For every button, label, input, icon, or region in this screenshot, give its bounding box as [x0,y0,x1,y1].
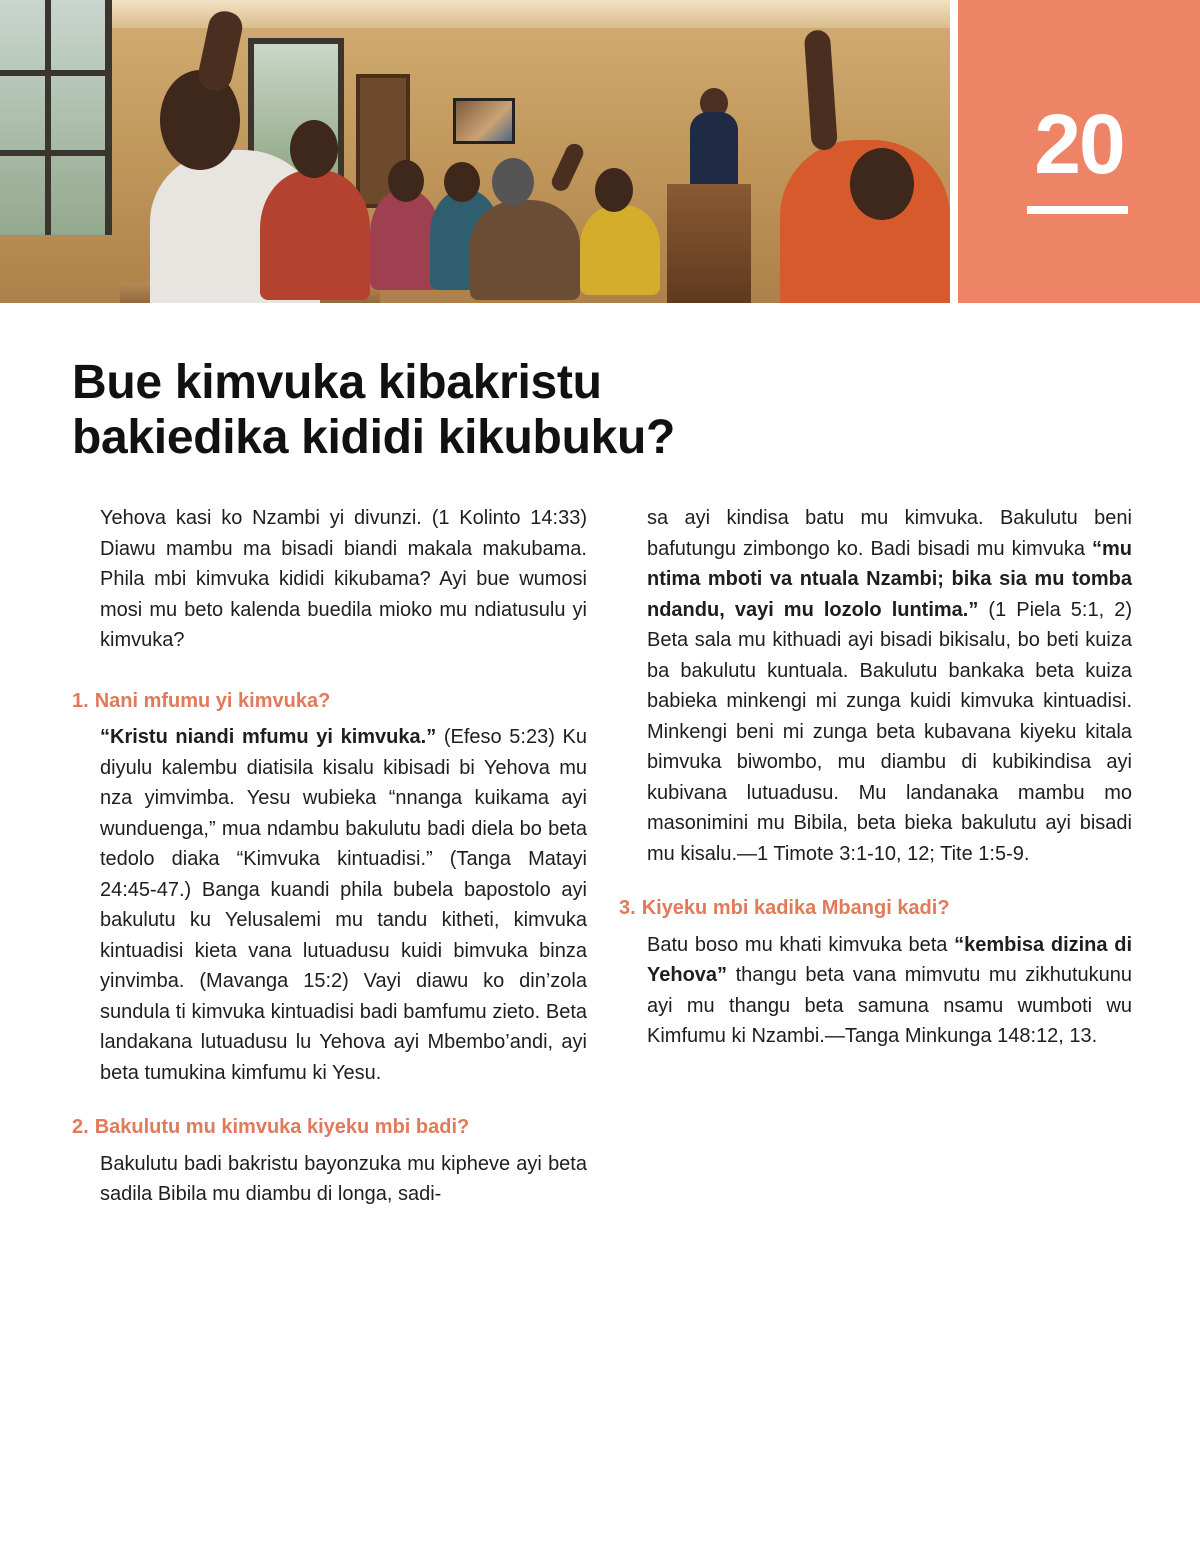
chapter-rule [1027,206,1128,214]
audience-member [260,170,370,300]
section-body-text: (Efeso 5:23) Ku diyulu kalembu diatisila kisalu kibisadi bi Yehova mu nza yimvimba. Yesu wubieka “nnanga kuikama ayi wunduenga,” mua ndambu bakulutu badi diela bo beta tedolo diaka “Kimvuka kintuadisi.” (Tanga Matayi 24:45-47.) Banga kuandi phila bubela bapostolo ayi bakulutu ku Yelusalemi mu tandu kitheti, kimvuka kintuadisi kieta vana lutuadusu kuidi bimvuka binza yinvimba. (Mavanga 15:2) Vayi diawu ko din’zola sundula ti kimvuka kintuadisi badi bamfumu zieto. Beta landakana lutuadusu lu Yehova ayi Mbembo’andi, ayi beta tumukina kimfumu ki Yesu. [100,726,587,1084]
section-body-text: (1 Piela 5:1, 2) Beta sala mu kithuadi ayi bisadi bikisalu, bo beti kuiza ba bakulutu kuntuala. Bakulutu bankaka beta kuiza babieka minkengi mi zunga kuidi kimvuka kintuadisi. Minkengi beni mi zunga beta kubavana kiyeku kitala bimvuka biwombo, mu diambu di kubikindisa ayi kubivana lutuadusu. Mu landanaka mambu mo masonimini mu Bibila, beta bieka bakulutu ayi bisadi mu kisalu.—1 Timote 3:1-10, 12; Tite 1:5-9. [647,598,1132,865]
audience-head [444,162,480,202]
section-heading-text: Kiyeku mbi kadika Mbangi kadi? [641,897,950,919]
section-2-body-continued [647,503,1132,869]
raised-hand [804,29,838,151]
podium [667,184,751,303]
bold-quote: “Kristu niandi mfumu yi kimvuka.” [100,726,437,748]
chapter-tab [958,0,1200,303]
ceiling [0,0,950,28]
right-column [619,503,1132,1052]
video-screen [453,98,515,144]
section-heading-text: Bakulutu mu kimvuka kiyeku mbi badi? [94,1116,470,1138]
page-title [72,355,932,465]
intro-paragraph: Yehova kasi ko Nzambi yi divunzi. (1 Kolinto 14:33) Diawu mambu ma bisadi biandi makala makubama. Phila mbi kimvuka kididi kikubama? Ayi bue wumosi mosi mu beto kalenda buedila mioko mu ndiatusulu yi kimvuka? [100,507,587,651]
section-body-text: sa ayi kindisa batu mu kimvuka. Bakulutu beni bafutungu zimbongo ko. Badi bisadi mu kimvuka [647,507,1132,560]
section-number: 3. [619,897,636,919]
audience-head [388,160,424,202]
bold-quote: “kembisa dizina di Yehova” [647,933,1133,986]
audience-member [470,200,580,300]
audience-head [595,168,633,212]
page-title-line-2: bakiedika kididi kikubuku? [72,411,676,464]
raised-hand [549,141,586,194]
section-heading-text: Nani mfumu yi kimvuka? [94,689,331,712]
section-1-body [100,722,587,1088]
audience-member [580,205,660,295]
section-2-body-start: Bakulutu badi bakristu bayonzuka mu kipheve ayi beta sadila Bibila mu diambu di longa, sadi- [100,1152,587,1205]
section-number: 1. [72,689,89,712]
left-column [72,503,587,1210]
section-3-body [647,930,1132,1052]
section-1-heading [72,686,587,717]
section-2-heading [72,1112,587,1143]
audience-head [850,148,914,220]
section-3-heading [619,893,1132,924]
section-body-text: Batu boso mu khati kimvuka beta [647,933,955,956]
window [0,0,112,235]
chapter-number: 20 [1034,97,1124,191]
audience-head [492,158,534,206]
section-body-text: thangu beta vana mimvutu mu zikhutukunu ayi mu thangu beta samuna nsamu wumboti wu Kimfumu ki Nzambi.—Tanga Minkunga 148:12, 13. [647,964,1132,1047]
page-title-line-1: Bue kimvuka kibakristu [72,356,602,409]
audience-head [290,120,338,178]
header-photo [0,0,950,303]
section-number: 2. [72,1116,89,1138]
speaker [690,112,738,190]
bold-quote: “mu ntima mboti va ntuala Nzambi; bika sia mu tomba ndandu, vayi mu lozolo luntima.” [647,537,1132,621]
